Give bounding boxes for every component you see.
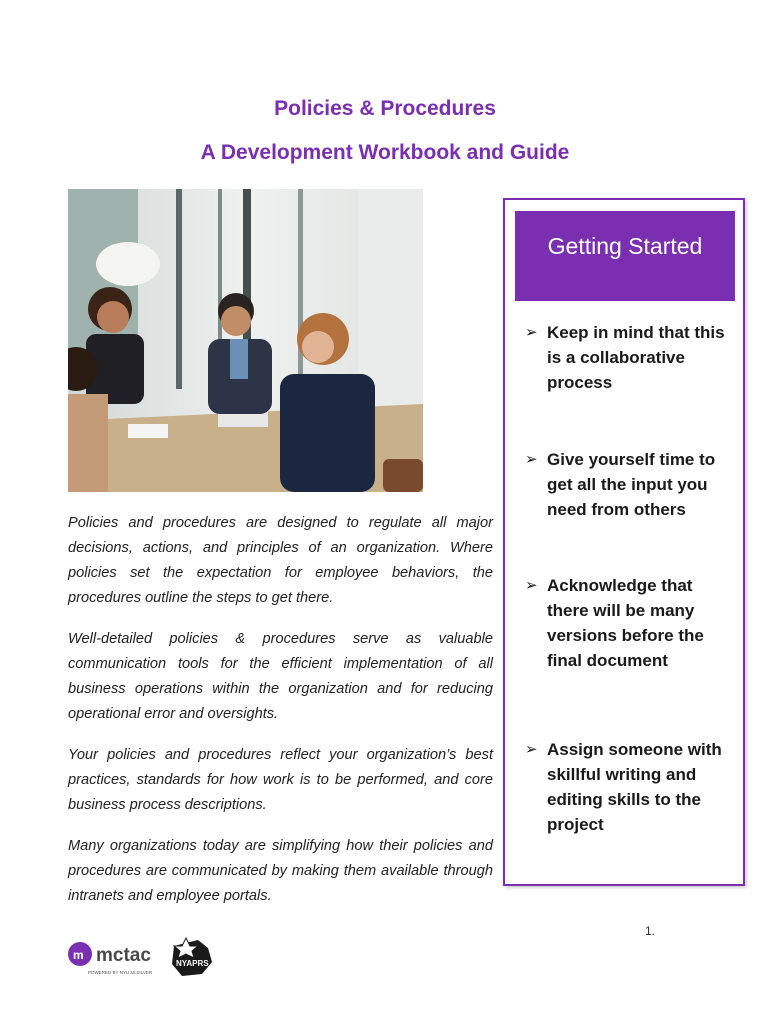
- paragraph-best-practices: Your policies and procedures reflect your organization’s best practices, standards for how work is to be performed, and core business process descriptions.: [68, 747, 493, 813]
- sidebar-bullet-text: Give yourself time to get all the input you need from others: [547, 450, 716, 519]
- mctac-logo: [68, 940, 158, 980]
- arrowhead-bullet-icon: ➢: [525, 324, 538, 341]
- meeting-photo: [68, 189, 423, 492]
- sidebar-bullet: [525, 447, 731, 522]
- arrowhead-bullet-icon: ➢: [525, 741, 538, 758]
- sidebar-header: Getting Started: [515, 211, 735, 301]
- sidebar-bullet: [525, 573, 731, 673]
- page-number: 1.: [645, 924, 656, 938]
- sidebar-bullet: [525, 737, 731, 837]
- paragraph-intranets: Many organizations today are simplifying how their policies and procedures are communicated by making them available through intranets and employee portals.: [68, 838, 493, 904]
- svg-text:NYAPRS: NYAPRS: [176, 959, 209, 968]
- document-subtitle: A Development Workbook and Guide: [200, 141, 570, 164]
- sidebar-bullet-text: Keep in mind that this is a collaborative process: [547, 323, 725, 392]
- paragraph-communication: Well-detailed policies & procedures serve as valuable communication tools for the efficient implementation of all business operations within the organization and for reducing operational error and oversights.: [68, 631, 493, 722]
- paragraph-intro: Policies and procedures are designed to regulate all major decisions, actions, and principles of an organization. Where policies set the expectation for employee behaviors, the procedures outline the steps to get there.: [68, 515, 493, 606]
- sidebar-bullet-text: Assign someone with skillful writing and editing skills to the project: [547, 740, 722, 834]
- svg-text:POWERED BY NYU McSILVER: POWERED BY NYU McSILVER: [88, 970, 153, 975]
- sidebar-bullet: [525, 320, 731, 395]
- sidebar-bullet-text: Acknowledge that there will be many versions before the final document: [547, 576, 704, 670]
- nyaprs-logo: [168, 936, 216, 978]
- document-title: Policies & Procedures: [274, 97, 496, 120]
- arrowhead-bullet-icon: ➢: [525, 451, 538, 468]
- svg-text:mctac: mctac: [96, 945, 151, 966]
- arrowhead-bullet-icon: ➢: [525, 577, 538, 594]
- getting-started-sidebar: [503, 198, 745, 886]
- svg-text:m: m: [73, 948, 84, 962]
